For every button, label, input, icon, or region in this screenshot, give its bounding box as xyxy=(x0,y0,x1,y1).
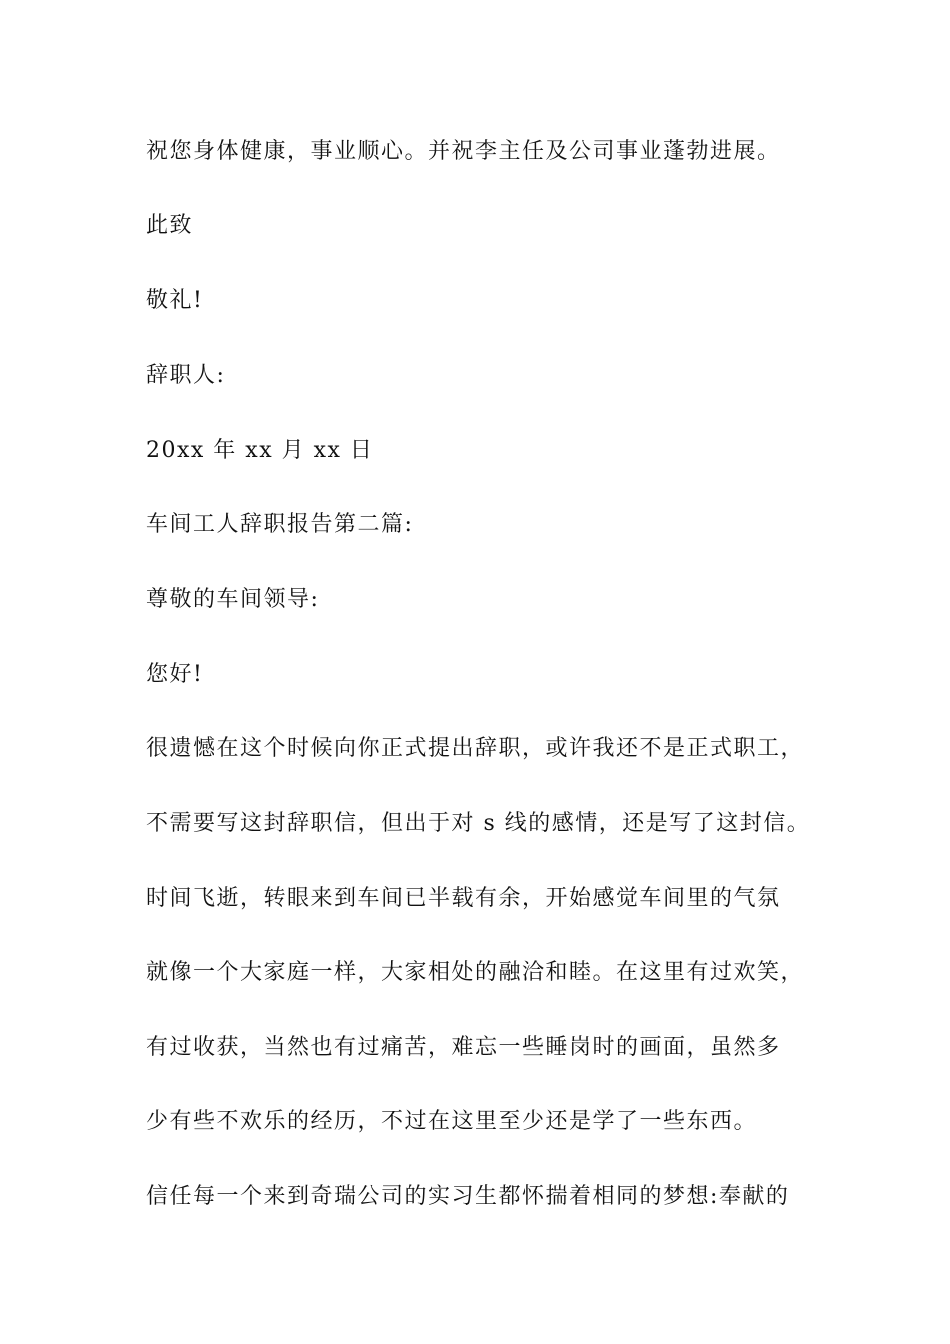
greeting-line: 您好! xyxy=(146,662,204,687)
resigner-label: 辞职人: xyxy=(146,363,226,388)
salutation-cizhi: 此致 xyxy=(146,213,194,238)
date-line: 20xx 年 xx 月 xx 日 xyxy=(146,438,374,463)
section-heading: 车间工人辞职报告第二篇: xyxy=(146,512,414,537)
body-line-6: 少有些不欢乐的经历，不过在这里至少还是学了一些东西。 xyxy=(146,1109,758,1134)
closing-wish-line: 祝您身体健康，事业顺心。并祝李主任及公司事业蓬勃进展。 xyxy=(146,139,781,164)
salutation-jingli: 敬礼! xyxy=(146,288,204,313)
body-line-5: 有过收获，当然也有过痛苦，难忘一些睡岗时的画面，虽然多 xyxy=(146,1035,781,1060)
body-line-4: 就像一个大家庭一样，大家相处的融洽和睦。在这里有过欢笑， xyxy=(146,960,805,985)
body-line-7: 信任每一个来到奇瑞公司的实习生都怀揣着相同的梦想:奉献的 xyxy=(146,1184,790,1209)
body-line-2: 不需要写这封辞职信，但出于对 s 线的感情，还是写了这封信。 xyxy=(146,811,811,836)
addressee-line: 尊敬的车间领导: xyxy=(146,587,320,612)
body-line-3: 时间飞逝，转眼来到车间已半载有余，开始感觉车间里的气氛 xyxy=(146,886,781,911)
body-line-1: 很遗憾在这个时候向你正式提出辞职，或许我还不是正式职工， xyxy=(146,736,805,761)
